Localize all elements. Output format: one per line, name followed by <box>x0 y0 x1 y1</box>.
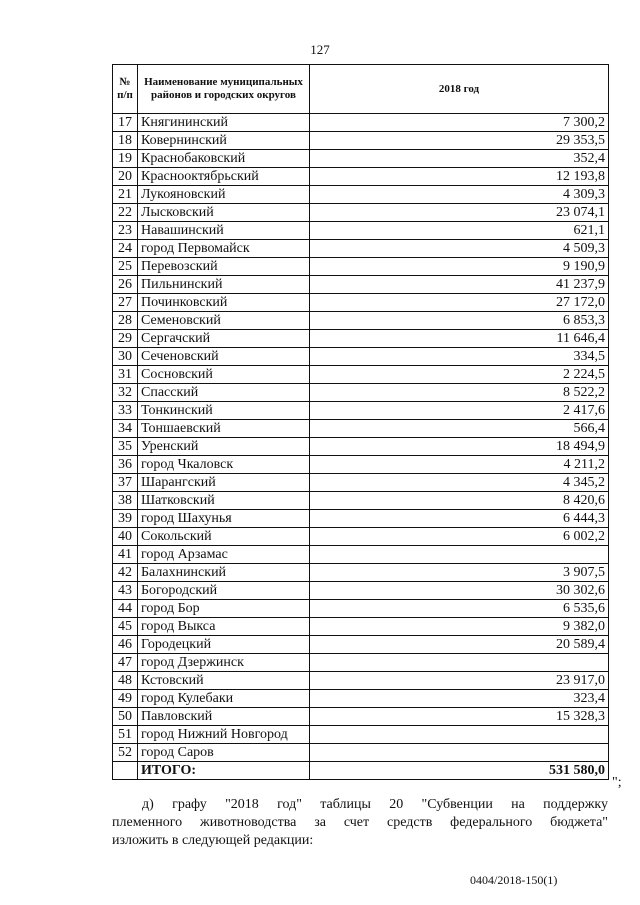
row-value: 27 172,0 <box>310 294 609 312</box>
row-number: 49 <box>113 690 138 708</box>
row-name: Богородский <box>138 582 310 600</box>
table-row <box>113 168 609 186</box>
row-name: Пильнинский <box>138 276 310 294</box>
row-number: 42 <box>113 564 138 582</box>
row-name: Сосновский <box>138 366 310 384</box>
paragraph-line-1: д) графу "2018 год" таблицы 20 "Субвенции на поддержку <box>142 797 608 812</box>
table-row <box>113 276 609 294</box>
row-number: 34 <box>113 420 138 438</box>
row-number: 28 <box>113 312 138 330</box>
row-number: 29 <box>113 330 138 348</box>
table-body <box>113 114 609 780</box>
row-number: 48 <box>113 672 138 690</box>
table-row <box>113 492 609 510</box>
row-name: Балахнинский <box>138 564 310 582</box>
row-value: 23 917,0 <box>310 672 609 690</box>
page-number: 127 <box>310 42 330 57</box>
row-value: 41 237,9 <box>310 276 609 294</box>
row-number: 17 <box>113 114 138 132</box>
amendment-paragraph <box>112 796 608 850</box>
row-value: 323,4 <box>310 690 609 708</box>
row-value: 9 382,0 <box>310 618 609 636</box>
row-name: Павловский <box>138 708 310 726</box>
table-row <box>113 618 609 636</box>
row-name: Шатковский <box>138 492 310 510</box>
row-number: 45 <box>113 618 138 636</box>
table-row <box>113 258 609 276</box>
row-value: 334,5 <box>310 348 609 366</box>
row-name: город Бор <box>138 600 310 618</box>
table-row <box>113 222 609 240</box>
table-header-row <box>113 65 609 114</box>
row-name: Семеновский <box>138 312 310 330</box>
row-value: 4 309,3 <box>310 186 609 204</box>
row-number: 39 <box>113 510 138 528</box>
table-row <box>113 708 609 726</box>
row-name: Краснобаковский <box>138 150 310 168</box>
table-row <box>113 150 609 168</box>
row-number: 22 <box>113 204 138 222</box>
table-row <box>113 582 609 600</box>
table-row <box>113 114 609 132</box>
row-name: город Нижний Новгород <box>138 726 310 744</box>
paragraph-line-2: племенного животноводства за счет средств федерального бюджета" <box>112 815 608 830</box>
row-value: 9 190,9 <box>310 258 609 276</box>
row-value: 6 002,2 <box>310 528 609 546</box>
closing-quote: "; <box>612 775 622 790</box>
total-label: ИТОГО: <box>138 762 310 780</box>
row-number: 33 <box>113 402 138 420</box>
row-number: 47 <box>113 654 138 672</box>
row-value <box>310 744 609 762</box>
row-name: город Саров <box>138 744 310 762</box>
table-row <box>113 348 609 366</box>
row-value: 23 074,1 <box>310 204 609 222</box>
header-name: Наименование муниципальных районов и городских округов <box>138 65 310 114</box>
row-name: Лысковский <box>138 204 310 222</box>
table-total-row <box>113 762 609 780</box>
row-value: 2 417,6 <box>310 402 609 420</box>
row-value: 2 224,5 <box>310 366 609 384</box>
row-value: 4 509,3 <box>310 240 609 258</box>
row-name: город Шахунья <box>138 510 310 528</box>
row-number: 31 <box>113 366 138 384</box>
row-number: 25 <box>113 258 138 276</box>
row-number: 37 <box>113 474 138 492</box>
row-value: 4 211,2 <box>310 456 609 474</box>
row-value: 8 420,6 <box>310 492 609 510</box>
row-number: 51 <box>113 726 138 744</box>
row-number: 35 <box>113 438 138 456</box>
table-row <box>113 132 609 150</box>
row-number: 50 <box>113 708 138 726</box>
header-num: № п/п <box>113 65 138 114</box>
row-value <box>310 654 609 672</box>
row-value: 6 444,3 <box>310 510 609 528</box>
table-row <box>113 186 609 204</box>
row-value: 621,1 <box>310 222 609 240</box>
table-row <box>113 438 609 456</box>
row-name: Краснооктябрьский <box>138 168 310 186</box>
row-name: Княгининский <box>138 114 310 132</box>
row-number: 20 <box>113 168 138 186</box>
row-name: Тоншаевский <box>138 420 310 438</box>
row-number: 40 <box>113 528 138 546</box>
row-name: Городецкий <box>138 636 310 654</box>
row-number: 52 <box>113 744 138 762</box>
row-number: 46 <box>113 636 138 654</box>
row-name: Починковский <box>138 294 310 312</box>
header-year: 2018 год <box>310 65 609 114</box>
row-value: 7 300,2 <box>310 114 609 132</box>
row-number: 41 <box>113 546 138 564</box>
table-row <box>113 528 609 546</box>
row-name: Тонкинский <box>138 402 310 420</box>
row-name: город Кулебаки <box>138 690 310 708</box>
row-number: 36 <box>113 456 138 474</box>
row-name: Сокольский <box>138 528 310 546</box>
row-value: 4 345,2 <box>310 474 609 492</box>
table-row <box>113 330 609 348</box>
row-name: Лукояновский <box>138 186 310 204</box>
paragraph-line-3: изложить в следующей редакции: <box>112 833 314 848</box>
row-number: 26 <box>113 276 138 294</box>
row-name: Сергачский <box>138 330 310 348</box>
row-number: 24 <box>113 240 138 258</box>
table-row <box>113 240 609 258</box>
row-name: город Выкса <box>138 618 310 636</box>
table-row <box>113 546 609 564</box>
row-value: 6 535,6 <box>310 600 609 618</box>
row-name: Сеченовский <box>138 348 310 366</box>
row-number: 44 <box>113 600 138 618</box>
table-row <box>113 402 609 420</box>
table-row <box>113 456 609 474</box>
table-row <box>113 420 609 438</box>
table-row <box>113 672 609 690</box>
row-value: 12 193,8 <box>310 168 609 186</box>
table-row <box>113 654 609 672</box>
subsidy-table <box>112 64 609 780</box>
row-value: 18 494,9 <box>310 438 609 456</box>
row-name: Ковернинский <box>138 132 310 150</box>
row-number: 38 <box>113 492 138 510</box>
row-name: Шарангский <box>138 474 310 492</box>
row-name: город Первомайск <box>138 240 310 258</box>
table-row <box>113 204 609 222</box>
table-row <box>113 726 609 744</box>
row-number: 32 <box>113 384 138 402</box>
table-row <box>113 312 609 330</box>
row-value: 3 907,5 <box>310 564 609 582</box>
row-number: 43 <box>113 582 138 600</box>
row-name: Перевозский <box>138 258 310 276</box>
row-name: город Дзержинск <box>138 654 310 672</box>
row-name: Спасский <box>138 384 310 402</box>
row-number: 19 <box>113 150 138 168</box>
row-name: Уренский <box>138 438 310 456</box>
document-code: 0404/2018-150(1) <box>470 873 558 887</box>
row-name: город Арзамас <box>138 546 310 564</box>
row-value: 11 646,4 <box>310 330 609 348</box>
row-number: 30 <box>113 348 138 366</box>
table-row <box>113 366 609 384</box>
table-row <box>113 600 609 618</box>
row-value: 566,4 <box>310 420 609 438</box>
row-name: Навашинский <box>138 222 310 240</box>
table-row <box>113 510 609 528</box>
table-row <box>113 384 609 402</box>
row-number: 23 <box>113 222 138 240</box>
row-value: 30 302,6 <box>310 582 609 600</box>
table-row <box>113 690 609 708</box>
table-row <box>113 564 609 582</box>
row-value: 6 853,3 <box>310 312 609 330</box>
row-name: город Чкаловск <box>138 456 310 474</box>
table-row <box>113 636 609 654</box>
row-value: 15 328,3 <box>310 708 609 726</box>
table-row <box>113 744 609 762</box>
row-value <box>310 726 609 744</box>
row-number: 18 <box>113 132 138 150</box>
row-value: 352,4 <box>310 150 609 168</box>
table-row <box>113 294 609 312</box>
row-value: 29 353,5 <box>310 132 609 150</box>
row-number: 21 <box>113 186 138 204</box>
total-value: 531 580,0 <box>310 762 609 780</box>
row-value <box>310 546 609 564</box>
table-row <box>113 474 609 492</box>
row-number: 27 <box>113 294 138 312</box>
row-name: Кстовский <box>138 672 310 690</box>
total-num-cell <box>113 762 138 780</box>
row-value: 20 589,4 <box>310 636 609 654</box>
row-value: 8 522,2 <box>310 384 609 402</box>
